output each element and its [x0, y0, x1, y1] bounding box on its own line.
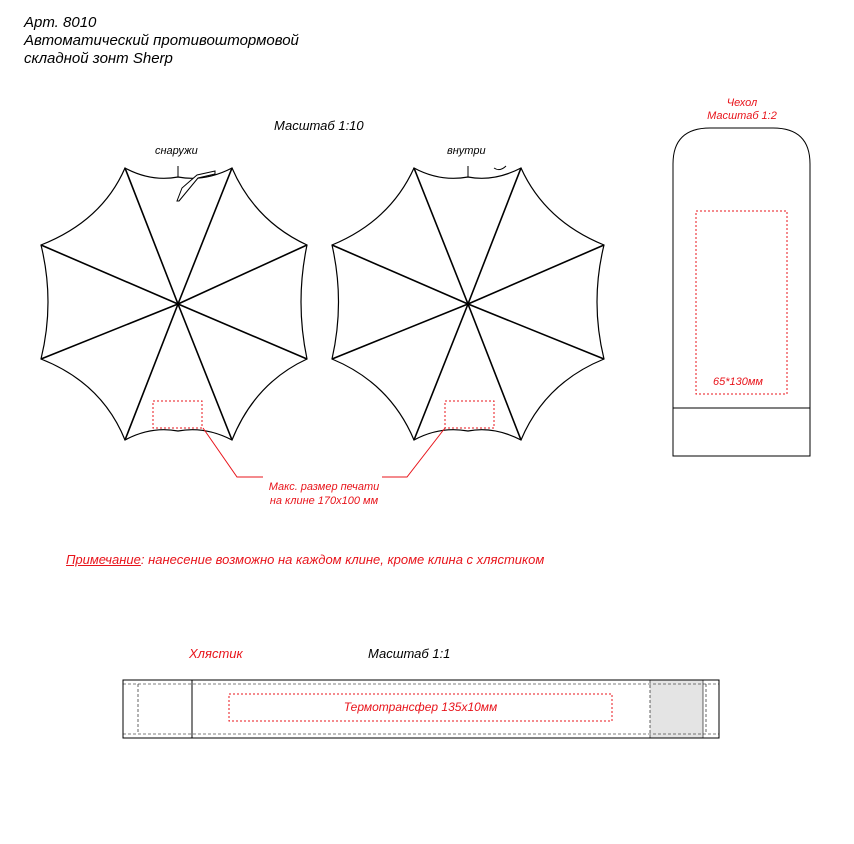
cover-label — [696, 97, 788, 123]
strap-print-label: Термотрансфер 135x10мм — [343, 700, 498, 714]
note-prefix: Примечание — [66, 552, 141, 567]
cover-scale: Масштаб 1:2 — [707, 110, 777, 122]
cover-drawing — [673, 128, 810, 456]
print-area-label — [262, 480, 386, 508]
inside-label: внутри — [447, 145, 486, 157]
note-text: : нанесение возможно на каждом клине, кроме клина с хлястиком — [140, 552, 545, 567]
product-name-line1: Автоматический противоштормовой — [24, 32, 299, 49]
cover-print-size: 65*130мм — [713, 376, 763, 388]
print-area-label-line1: Макс. размер печати — [268, 481, 380, 493]
outside-label: снаружи — [155, 145, 198, 157]
print-area-label-line2: на клине 170x100 мм — [269, 495, 379, 507]
umbrella-inside — [332, 166, 604, 440]
article-number: Арт. 8010 — [24, 14, 97, 31]
strap-scale-label: Масштаб 1:1 — [368, 646, 451, 661]
umbrella-scale-label: Масштаб 1:10 — [274, 118, 364, 133]
umbrella-outside — [41, 166, 307, 440]
note — [66, 552, 544, 567]
cover-title: Чехол — [726, 97, 758, 109]
product-name-line2: складной зонт Sherp — [24, 50, 173, 67]
strap-label: Хлястик — [189, 646, 243, 661]
